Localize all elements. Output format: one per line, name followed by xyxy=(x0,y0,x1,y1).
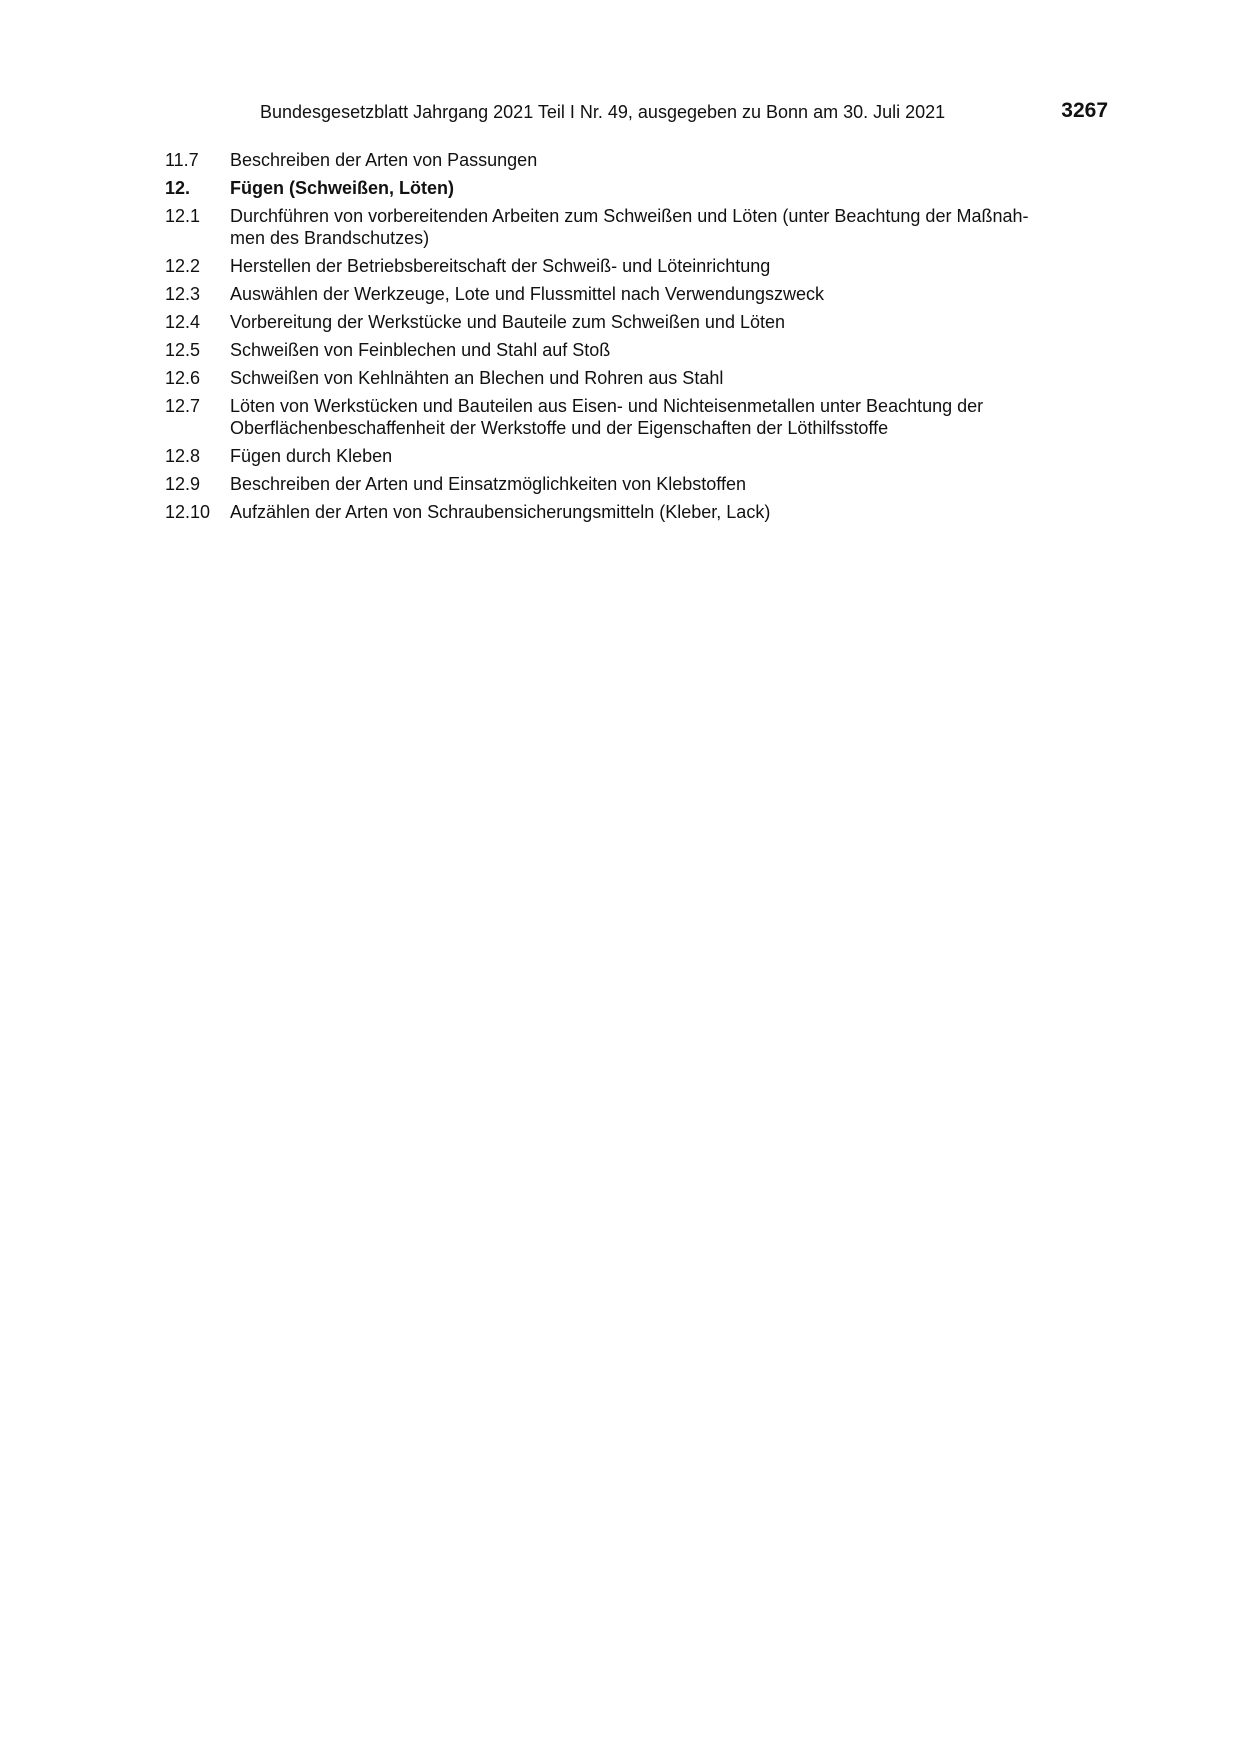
section-number: 12. xyxy=(165,178,191,198)
item-number: 12.6 xyxy=(165,368,201,388)
section-title: Fügen (Schweißen, Löten) xyxy=(230,178,454,198)
item-text-line-2: men des Brandschutzes) xyxy=(230,228,430,248)
item-text xyxy=(230,395,1108,439)
item-number: 12.10 xyxy=(165,502,211,522)
document-content xyxy=(165,149,1108,529)
header-title: Bundesgesetzblatt Jahrgang 2021 Teil I Nr. 49, ausgegeben zu Bonn am 30. Juli 2021 xyxy=(260,102,946,122)
item-text-line-2: Oberflächenbeschaffenheit der Werkstoffe und der Eigenschaften der Löthilfsstoffe xyxy=(230,418,889,438)
list-item-12-9 xyxy=(165,473,1108,495)
item-text: Auswählen der Werkzeuge, Lote und Flussmittel nach Verwendungszweck xyxy=(230,284,824,304)
page-number: 3267 xyxy=(1061,99,1108,122)
list-item-12-4 xyxy=(165,311,1108,333)
section-heading-12 xyxy=(165,177,1108,199)
item-text: Beschreiben der Arten und Einsatzmöglichkeiten von Klebstoffen xyxy=(230,474,746,494)
item-number: 11.7 xyxy=(165,150,199,170)
list-item-12-7 xyxy=(165,395,1108,439)
item-text: Herstellen der Betriebsbereitschaft der Schweiß- und Löteinrichtung xyxy=(230,256,771,276)
item-text: Fügen durch Kleben xyxy=(230,446,393,466)
list-item-12-2 xyxy=(165,255,1108,277)
item-text-line-1: Löten von Werkstücken und Bauteilen aus Eisen- und Nichteisenmetallen unter Beachtung der xyxy=(230,396,984,416)
list-item-12-6 xyxy=(165,367,1108,389)
item-text-line-1: Durchführen von vorbereitenden Arbeiten zum Schweißen und Löten (unter Beachtung der Maßnah- xyxy=(230,206,1029,226)
item-text: Aufzählen der Arten von Schraubensicherungsmitteln (Kleber, Lack) xyxy=(230,502,771,522)
item-text: Vorbereitung der Werkstücke und Bauteile zum Schweißen und Löten xyxy=(230,312,785,332)
item-number: 12.5 xyxy=(165,340,201,360)
item-text xyxy=(230,205,1108,249)
list-item-12-5 xyxy=(165,339,1108,361)
list-item-11-7 xyxy=(165,149,1108,171)
list-item-12-3 xyxy=(165,283,1108,305)
item-text: Schweißen von Feinblechen und Stahl auf Stoß xyxy=(230,340,611,360)
page-header xyxy=(260,100,1108,126)
item-number: 12.8 xyxy=(165,446,201,466)
item-number: 12.7 xyxy=(165,396,201,416)
item-number: 12.1 xyxy=(165,206,201,226)
item-text: Beschreiben der Arten von Passungen xyxy=(230,150,538,170)
list-item-12-8 xyxy=(165,445,1108,467)
item-number: 12.4 xyxy=(165,312,201,332)
list-item-12-1 xyxy=(165,205,1108,249)
item-text: Schweißen von Kehlnähten an Blechen und Rohren aus Stahl xyxy=(230,368,724,388)
item-number: 12.9 xyxy=(165,474,201,494)
item-number: 12.3 xyxy=(165,284,201,304)
list-item-12-10 xyxy=(165,501,1108,523)
item-number: 12.2 xyxy=(165,256,201,276)
